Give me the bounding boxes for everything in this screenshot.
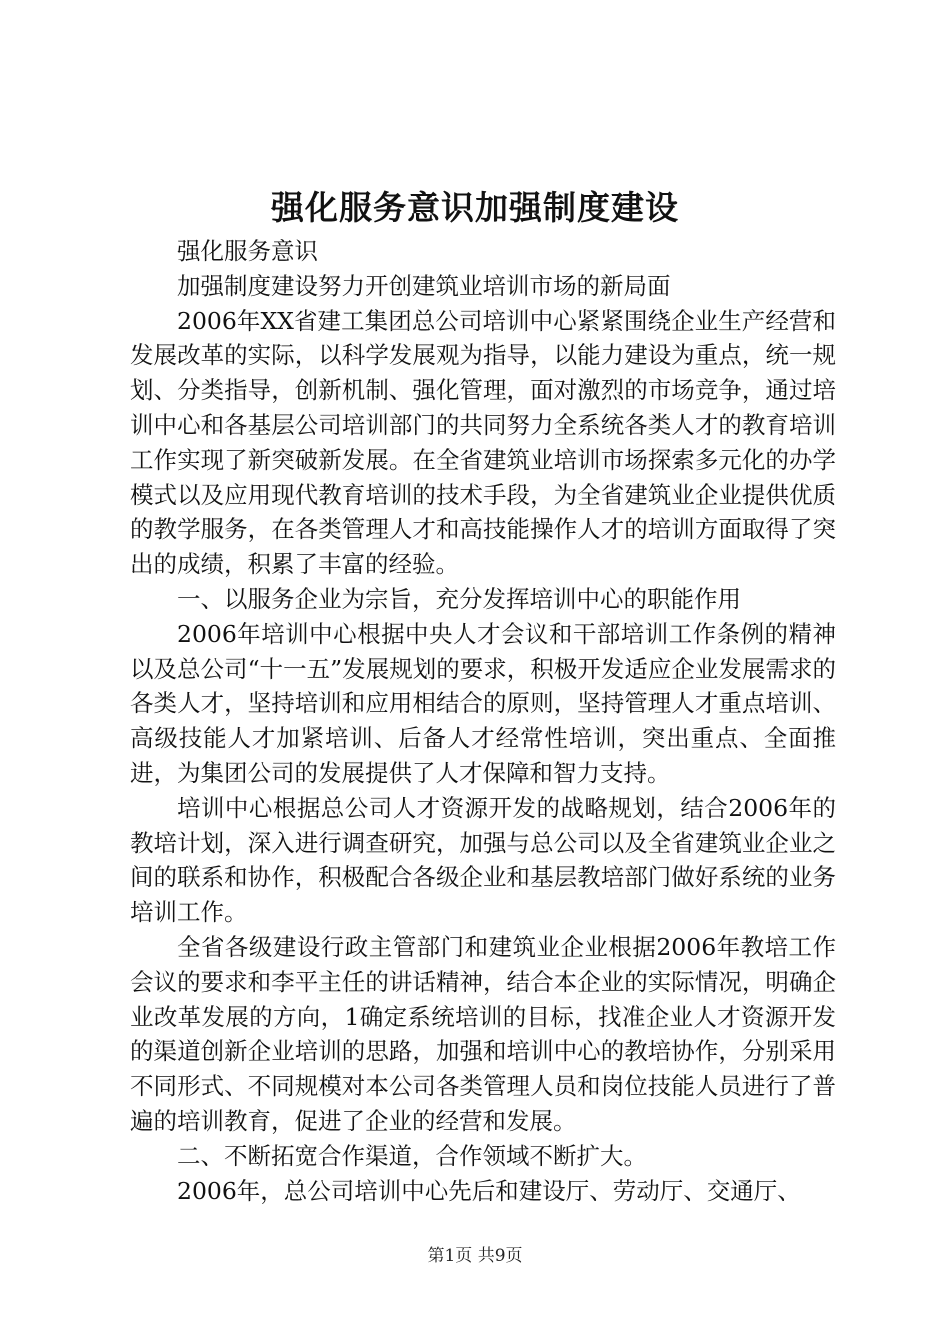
paragraph-section-1b: 培训中心根据总公司人才资源开发的战略规划，结合2006年的教培计划，深入进行调查研究，加强与总公司以及全省建筑业企业之间的联系和协作，积极配合各级企业和基层教培部门做好系统的业务培训工作。 (130, 793, 836, 927)
paragraph-section-1a: 2006年培训中心根据中央人才会议和干部培训工作条例的精神以及总公司“十一五”发展规划的要求，积极开发适应企业发展需求的各类人才，坚持培训和应用相结合的原则，坚持管理人才重点培训、高级技能人才加紧培训、后备人才经常性培训，突出重点、全面推进，为集团公司的发展提供了人才保障和智力支持。 (130, 619, 836, 787)
document-body (130, 234, 836, 1208)
paragraph-subtitle-1: 强化服务意识 (177, 237, 318, 265)
paragraph-subtitle-2: 加强制度建设努力开创建筑业培训市场的新局面 (177, 271, 671, 300)
paragraph-intro: 2006年XX省建工集团总公司培训中心紧紧围绕企业生产经营和发展改革的实际，以科学发展观为指导，以能力建设为重点，统一规划、分类指导，创新机制、强化管理，面对激烈的市场竞争，通过培训中心和各基层公司培训部门的共同努力全系统各类人才的教育培训工作实现了新突破新发展。在全省建筑业培训市场探索多元化的办学模式以及应用现代教育培训的技术手段，为全省建筑业企业提供优质的教学服务，在各类管理人才和高技能操作人才的培训方面取得了突出的成绩，积累了丰富的经验。 (130, 306, 836, 579)
page-indicator: 第1页 共9页 (427, 1246, 523, 1266)
document-title: 强化服务意识加强制度建设 (271, 188, 679, 227)
section-heading-2: 二、不断拓宽合作渠道，合作领域不断扩大。 (177, 1141, 647, 1170)
section-heading-1: 一、以服务企业为宗旨，充分发挥培训中心的职能作用 (177, 584, 741, 613)
paragraph-section-1c: 全省各级建设行政主管部门和建筑业企业根据2006年教培工作会议的要求和李平主任的讲话精神，结合本企业的实际情况，明确企业改革发展的方向，1确定系统培训的目标，找准企业人才资源开发的渠道创新企业培训的思路，加强和培训中心的教培协作，分别采用不同形式、不同规模对本公司各类管理人员和岗位技能人员进行了普遍的培训教育，促进了企业的经营和发展。 (130, 932, 836, 1135)
paragraph-section-2a: 2006年，总公司培训中心先后和建设厅、劳动厅、交通厅、 (177, 1176, 801, 1205)
